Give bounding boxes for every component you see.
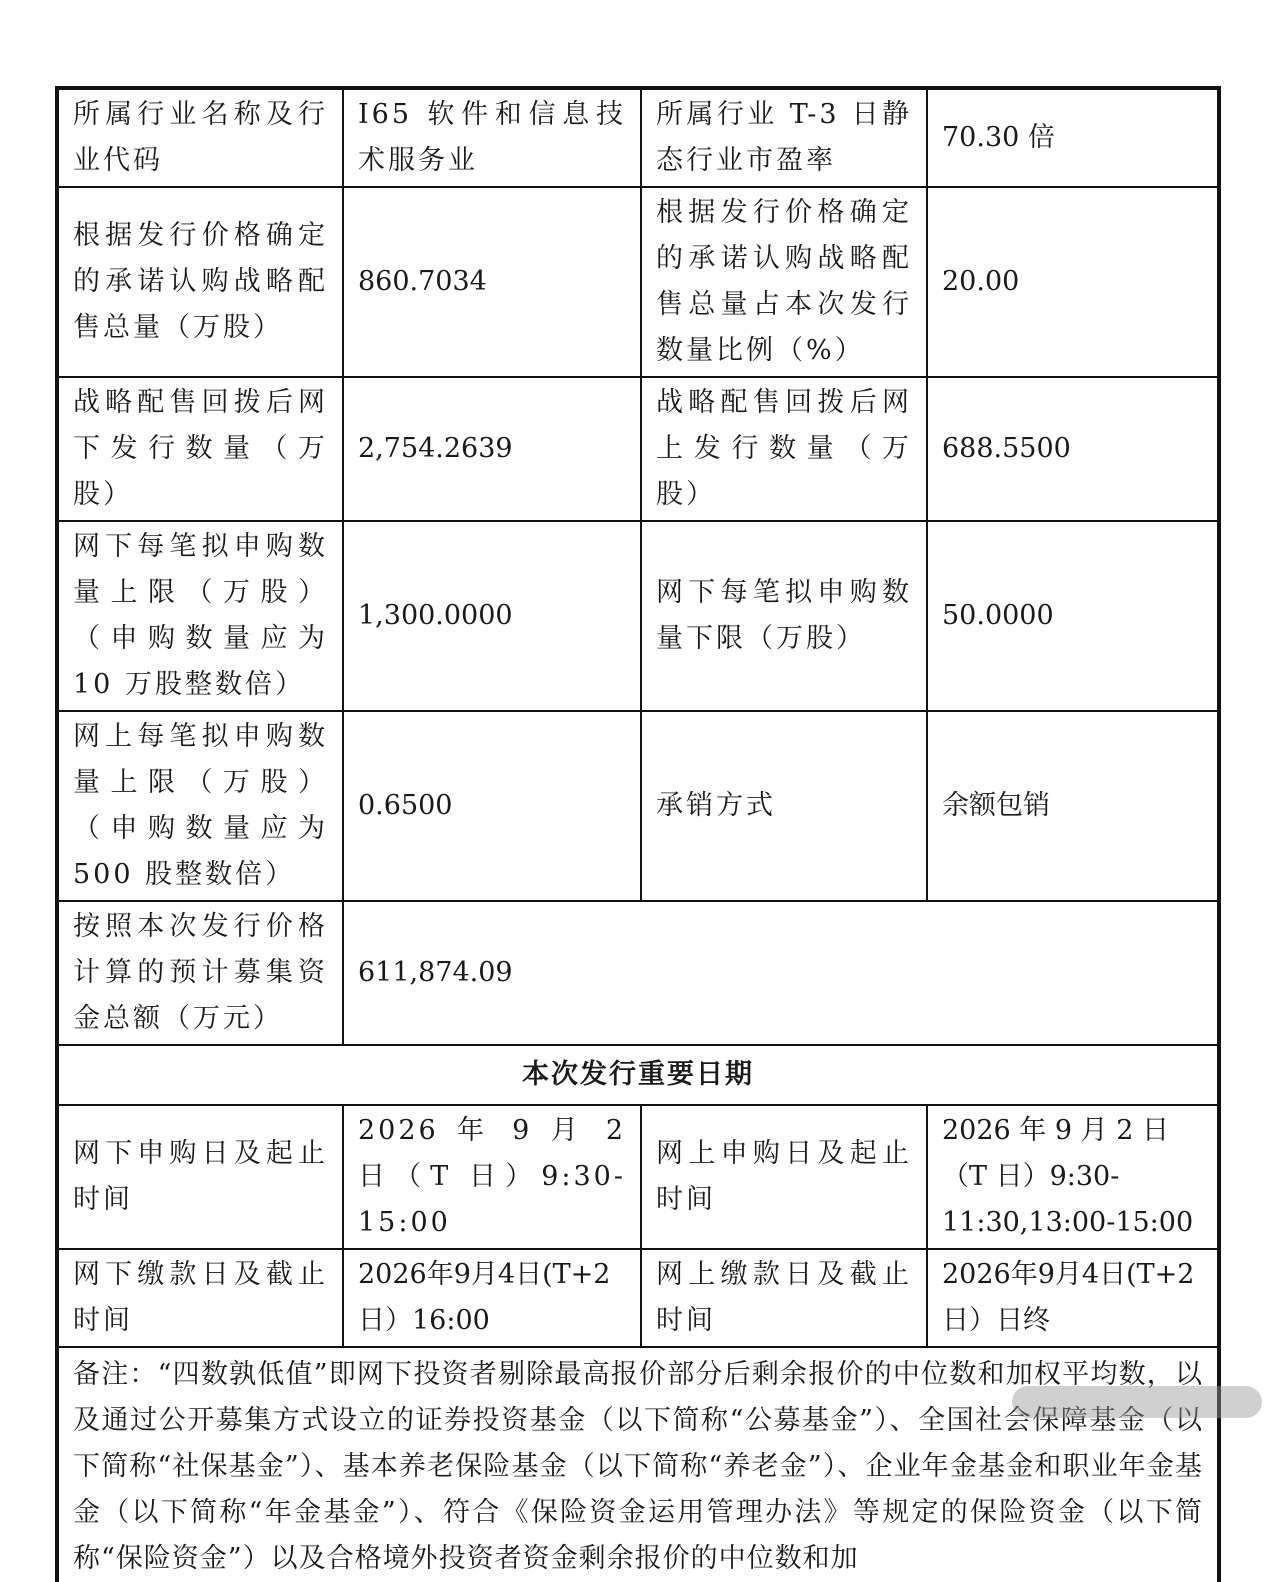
strategic-placement-ratio-value: 20.00 (927, 187, 1219, 377)
offline-subscribe-date-label: 网下申购日及起止时间 (57, 1105, 343, 1249)
table-row (57, 377, 1219, 521)
table-row (57, 187, 1219, 377)
table-row (57, 88, 1219, 187)
online-subscribe-max-label: 网上每笔拟申购数量上限（万股）（申购数量应为 500 股整数倍） (57, 711, 343, 901)
industry-pe-label: 所属行业 T-3 日静态行业市盈率 (641, 88, 927, 187)
online-payment-date-label: 网上缴款日及截止时间 (641, 1249, 927, 1347)
strategic-placement-ratio-label: 根据发行价格确定的承诺认购战略配售总量占本次发行数量比例（%） (641, 187, 927, 377)
industry-name-value: I65 软件和信息技术服务业 (343, 88, 641, 187)
table-row (57, 1249, 1219, 1347)
issuance-info-table (55, 86, 1221, 1582)
table-row (57, 901, 1219, 1045)
watermark-badge (1012, 1386, 1262, 1418)
offline-payment-date-label: 网下缴款日及截止时间 (57, 1249, 343, 1347)
table-row (57, 1105, 1219, 1249)
offline-subscribe-max-value: 1,300.0000 (343, 521, 641, 711)
online-subscribe-date-value: 2026 年 9 月 2 日（T 日）9:30-11:30,13:00-15:00 (927, 1105, 1219, 1249)
fundraising-total-label: 按照本次发行价格计算的预计募集资金总额（万元） (57, 901, 343, 1045)
online-issue-qty-label: 战略配售回拨后网上发行数量（万股） (641, 377, 927, 521)
strategic-placement-total-value: 860.7034 (343, 187, 641, 377)
online-issue-qty-value: 688.5500 (927, 377, 1219, 521)
table-row (57, 711, 1219, 901)
table-row (57, 1347, 1219, 1582)
strategic-placement-total-label: 根据发行价格确定的承诺认购战略配售总量（万股） (57, 187, 343, 377)
online-subscribe-date-label: 网上申购日及起止时间 (641, 1105, 927, 1249)
industry-pe-value: 70.30 倍 (927, 88, 1219, 187)
note-text: 备注：“四数孰低值”即网下投资者剔除最高报价部分后剩余报价的中位数和加权平均数，以及通过公开募集方式设立的证券投资基金（以下简称“公募基金”）、全国社会保障基金（以下简称“社保基金”）、基本养老保险基金（以下简称“养老金”）、企业年金基金和职业年金基金（以下简称“年金基金”）、符合《保险资金运用管理办法》等规定的保险资金（以下简称“保险资金”）以及合格境外投资者资金剩余报价的中位数和加 (57, 1347, 1219, 1582)
offline-subscribe-min-label: 网下每笔拟申购数量下限（万股） (641, 521, 927, 711)
industry-name-label: 所属行业名称及行业代码 (57, 88, 343, 187)
table-row (57, 521, 1219, 711)
offline-issue-qty-value: 2,754.2639 (343, 377, 641, 521)
offline-payment-date-value: 2026年9月4日(T+2日）16:00 (343, 1249, 641, 1347)
online-payment-date-value: 2026年9月4日(T+2日）日终 (927, 1249, 1219, 1347)
offline-subscribe-max-label: 网下每笔拟申购数量上限（万股）（申购数量应为 10 万股整数倍） (57, 521, 343, 711)
fundraising-total-value: 611,874.09 (343, 901, 1219, 1045)
offline-subscribe-date-value: 2026 年 9 月 2 日（T 日）9:30-15:00 (343, 1105, 641, 1249)
underwriting-method-value: 余额包销 (927, 711, 1219, 901)
underwriting-method-label: 承销方式 (641, 711, 927, 901)
online-subscribe-max-value: 0.6500 (343, 711, 641, 901)
offline-subscribe-min-value: 50.0000 (927, 521, 1219, 711)
offline-issue-qty-label: 战略配售回拨后网下发行数量（万股） (57, 377, 343, 521)
section-title: 本次发行重要日期 (57, 1045, 1219, 1105)
table-row (57, 1045, 1219, 1105)
